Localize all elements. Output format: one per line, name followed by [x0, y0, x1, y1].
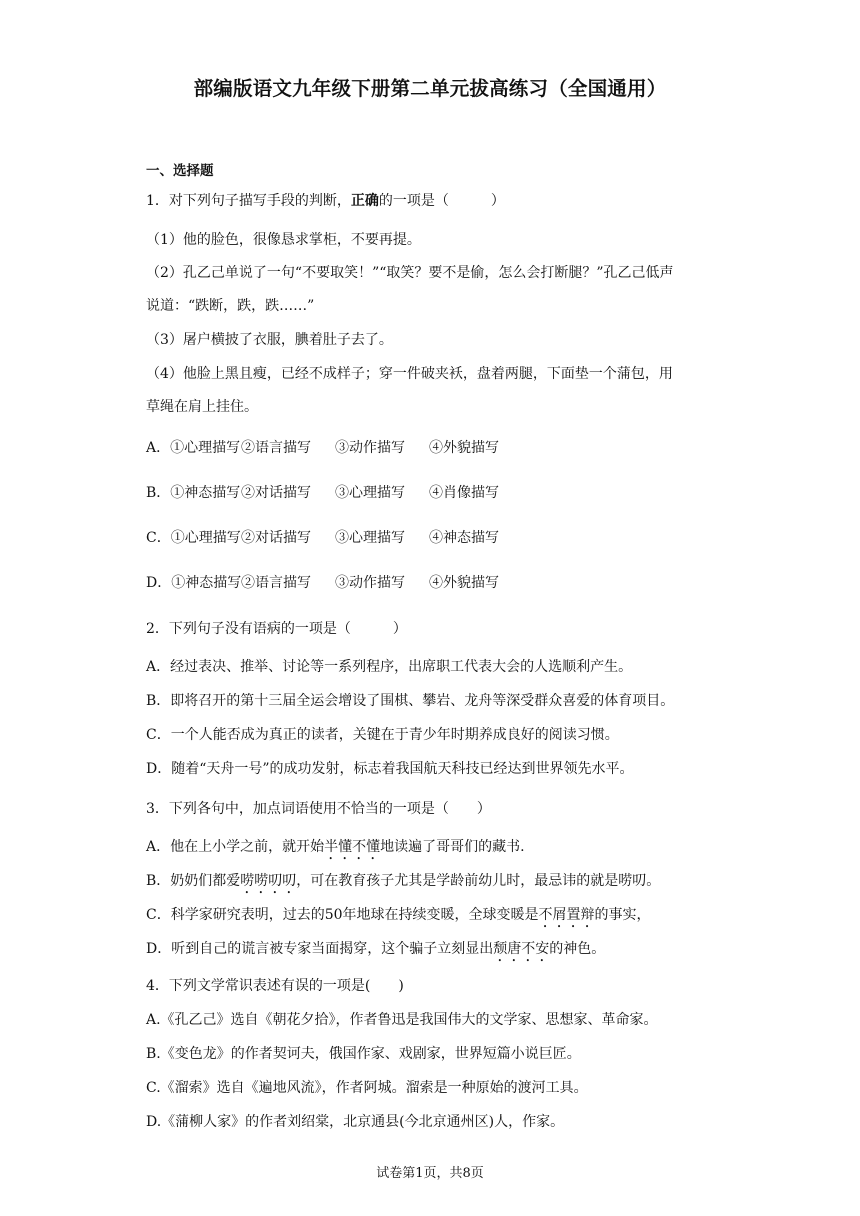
option-part: ③动作描写 [335, 575, 405, 591]
option-text: C．科学家研究表明，过去的50年地球在持续变暖，全球变暖是 [146, 907, 539, 923]
q1-option-a[interactable] [146, 439, 499, 457]
option-text: 的事实， [594, 907, 651, 923]
q4-option-c[interactable]: C.《溜索》选自《遍地风流》，作者阿城。溜索是一种原始的渡河工具。 [146, 1080, 588, 1096]
option-text: A．他在上小学之前，就开始 [146, 839, 325, 855]
section-heading: 一、选择题 [146, 163, 214, 179]
q1-sentence-2-cont: 说道：“跌断，跌，跌……” [146, 298, 315, 314]
q1-sentence-4: （4）他脸上黑且瘦，已经不成样子；穿一件破夹袄，盘着两腿，下面垫一个蒲包，用 [146, 366, 673, 382]
option-part: ③心理描写 [335, 485, 405, 501]
question-4-stem: 4．下列文学常识表述有误的一项是( ) [146, 978, 404, 994]
option-part: ④肖像描写 [429, 485, 499, 501]
question-1-stem-tail: 的一项是（ ） [378, 193, 505, 209]
q4-option-b[interactable]: B.《变色龙》的作者契诃夫，俄国作家、戏剧家，世界短篇小说巨匠。 [146, 1046, 581, 1062]
question-1-keyword: 正确 [350, 193, 379, 209]
option-part: A．①心理描写 [146, 440, 241, 456]
dotted-phrase: 唠唠叨叨 [240, 873, 297, 889]
document-title: 部编版语文九年级下册第二单元拔高练习（全国通用） [193, 77, 667, 100]
q3-option-c[interactable] [146, 906, 651, 931]
option-part: ②语言描写 [241, 575, 311, 591]
option-part: ④外貌描写 [429, 440, 499, 456]
option-part: ④外貌描写 [429, 575, 499, 591]
option-part: B．①神态描写 [146, 485, 241, 501]
q3-option-d[interactable] [146, 940, 605, 965]
page-footer: 试卷第1页，共8页 [376, 1166, 484, 1181]
q1-option-b[interactable] [146, 484, 499, 502]
q2-option-b[interactable]: B．即将召开的第十三届全运会增设了围棋、攀岩、龙舟等深受群众喜爱的体育项目。 [146, 693, 675, 709]
q3-option-b[interactable] [146, 872, 660, 897]
q4-option-d[interactable]: D.《蒲柳人家》的作者刘绍棠，北京通县(今北京通州区)人，作家。 [146, 1114, 565, 1130]
option-part: ③心理描写 [335, 530, 405, 546]
q2-option-a[interactable]: A．经过表决、推举、讨论等一系列程序，出席职工代表大会的人选顺利产生。 [146, 659, 633, 675]
q1-sentence-3: （3）屠户横披了衣服，腆着肚子去了。 [146, 332, 393, 348]
q3-option-a[interactable] [146, 838, 525, 863]
q2-option-d[interactable]: D．随着“天舟一号”的成功发射，标志着我国航天科技已经达到世界领先水平。 [146, 761, 634, 777]
q1-option-d[interactable] [146, 574, 499, 592]
q1-sentence-4-cont: 草绳在肩上挂住。 [146, 399, 258, 415]
option-part: D．①神态描写 [146, 575, 242, 591]
q1-sentence-2: （2）孔乙己单说了一句“不要取笑！”“取笑？要不是偷，怎么会打断腿？”孔乙己低声 [146, 265, 674, 281]
question-2-stem: 2．下列句子没有语病的一项是（ ） [146, 621, 407, 637]
question-1-stem [146, 192, 505, 210]
option-text: 地读遍了哥哥们的藏书. [380, 839, 525, 855]
q4-option-a[interactable]: A.《孔乙己》选自《朝花夕拾》，作者鲁迅是我国伟大的文学家、思想家、革命家。 [146, 1012, 658, 1028]
q2-option-c[interactable]: C．一个人能否成为真正的读者，关键在于青少年时期养成良好的阅读习惯。 [146, 727, 619, 743]
dotted-phrase: 半懂不懂 [324, 839, 381, 855]
q1-sentence-1: （1）他的脸色，很像恳求掌柜，不要再提。 [146, 232, 421, 248]
question-3-stem: 3．下列各句中，加点词语使用不恰当的一项是（ ） [146, 801, 491, 817]
option-part: ④神态描写 [429, 530, 499, 546]
option-part: ③动作描写 [335, 440, 405, 456]
option-part: C．①心理描写 [146, 530, 241, 546]
option-text: B．奶奶们都爱 [146, 873, 241, 889]
dotted-phrase: 不屑置辩 [538, 907, 595, 923]
q1-option-c[interactable] [146, 529, 499, 547]
option-text: D．听到自己的谎言被专家当面揭穿，这个骗子立刻显出 [146, 941, 494, 957]
dotted-phrase: 颓唐不安 [493, 941, 550, 957]
option-part: ②对话描写 [241, 485, 311, 501]
option-part: ②对话描写 [241, 530, 311, 546]
option-text: ，可在教育孩子尤其是学龄前幼儿时，最忌讳的就是唠叨。 [296, 873, 661, 889]
question-1-stem-text: 1．对下列句子描写手段的判断， [146, 193, 351, 209]
option-part: ②语言描写 [241, 440, 311, 456]
option-text: 的神色。 [549, 941, 606, 957]
